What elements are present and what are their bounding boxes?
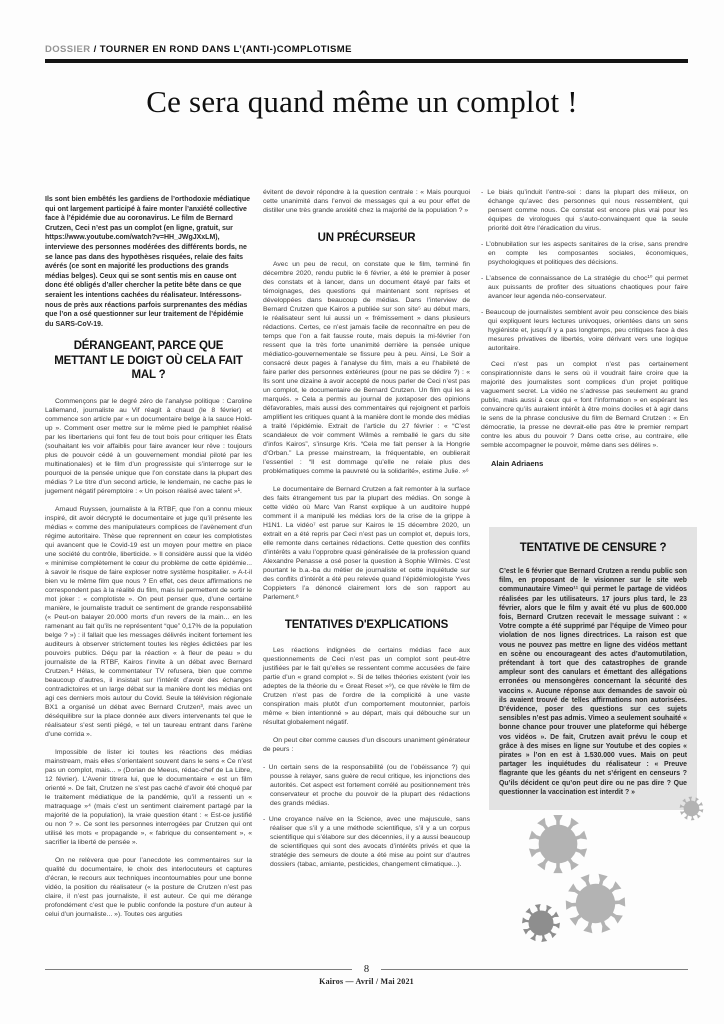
paragraph: Impossible de lister ici toutes les réactions des médias mainstream, mais elles s’orientaient souvent dans le sens « Ce n’est pas un complot, mais... » (Dorian de Meeus, rédac-chef de La Libre, 12 février). L’Avenir titrera lui, que le documentaire « est un film orienté ». De fait, Crutzen ne s’est pas caché d’avoir été choqué par le traitement médiatique de la pandémie, qu’il a ressenti un « matraquage »⁴ (mais c’est un sentiment clairement partagé par la majorité de la population), la vraie question étant : « Est-ce justifié ou non ? ». Ce sont les personnes interrogées par Crutzen qui ont utilisé les mots « propagande », « fabrique du consentement », « sacrifier la liberté de pensée ». — [45, 748, 252, 846]
bullet-item: - L’obnubilation sur les aspects sanitaires de la crise, sans prendre en compte les composantes sociales, économiques, psychologiques et politiques des décisions. — [481, 241, 688, 266]
paragraph: évitent de devoir répondre à la question centrale : « Mais pourquoi cette unanimité dans l’envoi de messages qui a eu pour effet de distiller une très grande anxiété chez la majorité de la population ? » — [263, 189, 470, 214]
intro-paragraph: Ils sont bien embêtés les gardiens de l’orthodoxie médiatique qui ont largement participé à faire monter l’anxiété collective face à l’épidémie due au coronavirus. Le film de Bernard Crutzen, Ceci n’est pas un complot (en ligne, gratuit, sur https://www.youtube.com/watch?v=HH_JWgJXxLM), interviewe des personnes modérées des différents bords, ne se lance pas dans des hypothèses risquées, relaie des faits avérés (ce sont en majorité les productions des grands médias belges). Ceux qui se sont sentis mis en cause ont donc été obligés d’aller chercher la petite bête dans ce que seraient les intentions cachées du réalisateur. Intéressons-nous de près aux réactions parfois surprenantes des médias que l’on a osé questionner sur leur traitement de l’épidémie du SARS-CoV-19. — [45, 196, 250, 328]
section-heading: UN PRÉCURSEUR — [317, 232, 416, 244]
paragraph: Avec un peu de recul, on constate que le film, terminé fin décembre 2020, rendu public le 6 février, a été le premier à poser des constats et à lancer, dans un document étayé par faits et témoignages, des questions qui maintenant sont reprises et développées dans beaucoup de médias. Dans l’interview de Bernard Crutzen que Kairos a publiée sur son site⁵ au début mars, le réalisateur sent lui aussi un « frémissement » dans plusieurs rédactions. Certes, ce n’est jamais facile de reconnaître en peu de temps que l’on a fait fausse route, mais depuis la mi-février l’on ressent que la très forte unanimité derrière la pensée unique médiatico-gouvernementale se fissure peu à peu. Ainsi, Le Soir a consacré deux pages à l’analyse du film, mais a eu l’habileté de faire parler des personnes extérieures (pour ne pas se dédire ?) : « Ils sont une dizaine à avoir accepté de nous parler de Ceci n’est pas un complot, le documentaire de Bernard Crutzen. Un film qui les a marqués. » Cela a permis au journal de juxtaposer des opinions défavorables, mais aussi des commentaires qui rejoignent et parfois amplifient les critiques quant à la manière dont le monde des médias a traité l’épidémie. Extrait de l’article du 27 février : « “C’est scandaleux de voir comment Wilmès a remballé le gars du site d’infos Kairos”, s’insurge Kris. “Cela me fait penser à la Hongrie d’Orban.” La presse mainstream, la fréquentable, en oublierait l’essentiel : “Il est dommage qu’elle ne relaie plus des problématiques comme la pauvreté ou la solidarité», estime Julie. »⁶ — [263, 260, 470, 475]
footer-rule-right — [381, 969, 688, 970]
journal-name: Kairos — Avril / Mai 2021 — [319, 977, 414, 986]
column-2 — [263, 188, 470, 928]
bullet-item: - L’absence de connaissance de La stratégie du choc¹⁰ qui permet aux puissants de profiter des situations chaotiques pour faire avancer leur agenda néo-conservateur. — [481, 275, 688, 300]
bullet-item: - Le biais qu’induit l’entre-soi : dans la plupart des milieux, on échange qu’avec des personnes qui nous ressemblent, qui pensent comme nous. Ce constat est encore plus vrai pour les équipes de virologues qui s’auto-convainquent que la seule priorité doit être l’éradication du virus. — [481, 189, 688, 232]
bullet-item: - Une croyance naïve en la Science, avec une majuscule, sans réaliser que s’il y a une méthode scientifique, s’il y a un corpus scientifique qui s’élabore sur des décennies, il y a aussi beaucoup de scientifiques qui sont des avocats d’intérêts privés et que la stratégie des semeurs de doute a été mise au point sur d’autres dossiers (tabac, amiante, pesticides, changement climatique...). — [263, 816, 470, 868]
bullet-item: - Beaucoup de journalistes semblent avoir peu conscience des biais qui expliquent leurs lectures univoques, orientées dans un sens hygiéniste et, jusqu’il y a pas longtemps, peu critiques face à des mesures privatives de libertés, voire dérivant vers une logique autoritaire. — [481, 309, 688, 352]
header-rule — [45, 59, 688, 63]
sidebar-box — [489, 527, 697, 810]
bullet-item: - Un certain sens de la responsabilité (ou de l’obéissance ?) qui pousse à relayer, sans guère de recul critique, les injonctions des autorités. Cet aspect est fortement corrélé au positionnement très conservateur et proche du pouvoir de la plupart des rédactions des grands médias. — [263, 764, 470, 807]
paragraph: Les réactions indignées de certains médias face aux questionnements de Ceci n’est pas un complot sont peut-être justifiées par le fait qu’elles se ressentent comme accusées de faire partie d’un « grand complot ». Si de telles théories existent (voir les adeptes de la théorie du « Great Reset »⁹), ce que révèle le film de Crutzen n’est pas de l’ordre de la complicité à une vaste conspiration mais plutôt d’un comportement moutonnier, parfois même « bien intentionné » au départ, mais qui débouche sur un résultat globalement négatif. — [263, 647, 470, 726]
kicker-label: DOSSIER — [45, 44, 91, 55]
section-heading: DÉRANGEANT, PARCE QUE METTANT LE DOIGT OÙ CELA FAIT MAL ? — [54, 340, 243, 382]
coronavirus-icon — [518, 900, 564, 946]
article-title: Ce sera quand même un complot ! — [146, 84, 578, 119]
kicker-title: TOURNER EN ROND DANS L’(ANTI-)COMPLOTISME — [99, 44, 352, 55]
kicker-separator: / — [90, 44, 100, 55]
section-heading: TENTATIVES D'EXPLICATIONS — [284, 618, 449, 631]
page-footer — [45, 964, 688, 986]
paragraph: Arnaud Ruyssen, journaliste à la RTBF, que l’on a connu mieux inspiré, dit avoir décrypté le documentaire et juge qu’il présente les médias « comme des manipulateurs complices de l’avènement d’un régime autoritaire. Thèse que reprennent en cœur les complotistes qui avancent que le Covid-19 est un moyen pour mettre en place une société du contrôle, liberticide. » Il considère aussi que la vidéo « minimise complètement le cœur du problème de cette épidémie... à savoir le risque de faire exploser notre système hospitalier. » A-t-il bien vu le même film que nous ? En effet, ces deux affirmations ne correspondent pas à la réalité du film, mais lui permettent de sortir le mot joker : « complotiste ». On peut penser que, d’une certaine manière, le journaliste traduit ce sentiment de grande responsabilité (« Peut-on balayer 20.000 morts d’un revers de la main... en les ramenant au fait qu’ils ne représentent “que” 0,17% de la population belge ? ») : il fallait que les messages délivrés incitent fortement les auditeurs à observer strictement toutes les règles édictées par les pouvoirs publics. Déçu par la réaction « à fleur de peau » du journaliste de la RTBF, Kairos l’invite à un débat avec Bernard Crutzen.² Hélas, le commentateur TV refusera, bien que comme beaucoup d’autres, il insistait sur l’intérêt d’avoir des échanges contradictoires et un large débat sur la manière dont les médias ont agi ces derniers mois autour du Covid. Seule la télévision régionale BX1 a organisé un débat avec Bernard Crutzen³, mais avec un déséquilibre sur la place donnée aux divers intervenants tel que le réalisateur s’est senti piégé, « tel un taureau entrant dans l’arène d’une corrida ». — [45, 505, 252, 738]
footer-rule-left — [45, 969, 352, 970]
paragraph: Commençons par le degré zéro de l’analyse politique : Caroline Lallemand, journaliste au Vif réagit à chaud (le 8 février) et commence son article par « un documentaire belge à la sauce Hold-up ». Comment oser mettre sur le même pied le pamphlet réalisé par les libertariens qui font feu de tout bois pour critiquer les États (souhaitant les voir affaiblis pour faire avancer leur rêve : toujours plus de pouvoir cédé à un gouvernement mondial piloté par les multinationales) et le film d’un progressiste qui s’interroge sur le pourquoi de la pensée unique que l’on constate dans la plupart des médias ? Le titre d’un second article, le lendemain, ne cache pas le jugement négatif péremptoire : « Un poison réalisé avec talent »¹. — [45, 397, 252, 495]
sidebar-box-text: C’est le 6 février que Bernard Crutzen a rendu public son film, en proposant de le visionner sur le site web communautaire Vimeo¹¹ qui permet le partage de vidéos réalisées par les utilisateurs. 17 jours plus tard, le 23 février, alors que le film y avait été vu plus de 600.000 fois, Bernard Crutzen recevait le message suivant : « Votre compte a été supprimé par l’équipe de Vimeo pour violation de nos lignes directrices. La raison est que vous ne pouvez pas mettre en ligne des vidéos mettant en scène ou encourageant des actes d’automutilation, prétendant à tort que des catastrophes de grande ampleur sont des canulars et émettant des allégations erronées ou mensongères concernant la sécurité des vaccins ». Aucune réponse aux demandes de savoir où ils avaient trouvé de telles affirmations non autorisées. D’évidence, poser des questions sur ces sujets sensibles n’est pas admis. Vimeo a seulement souhaité « bonne chance pour trouver une plateforme qui héberge vos vidéos ». De fait, Crutzen avait prévu le coup et grâce à des mises en ligne sur Youtube et des copies « pirates » l’on en est à 1.530.000 vues. Mais on peut partager les inquiétudes du réalisateur : « Preuve flagrante que les géants du net s’érigent en censeurs ? Qu’ils décident ce qu’on peut dire ou ne pas dire ? Que questionner la vaccination est interdit ? » — [499, 568, 687, 796]
paragraph: On peut citer comme causes d’un discours unaniment générateur de peurs : — [263, 737, 470, 753]
paragraph: Ceci n’est pas un complot n’est pas certainement conspirationniste dans le sens où il voudrait faire croire que la majorité des journalistes sont complices d’un projet politique vaguement secret. La vidéo ne s’adresse pas seulement au grand public, mais aussi à ceux qui « font l’information » en espérant les convaincre qu’ils auraient intérêt à être moins dociles et à agir dans le sens de la phrase conclusive du film de Bernard Crutzen : « En démocratie, la presse ne devrait-elle pas être le premier rempart contre les abus du pouvoir ? Dans cette crise, au contraire, elle semble accompagner le pouvoir, même dans ses délires ». — [481, 361, 688, 449]
author-byline: Alain Adriaens — [491, 459, 544, 468]
paragraph: On ne relèvera que pour l’anecdote les commentaires sur la qualité du documentaire, le choix des interlocuteurs et captures d’écran, le recours aux techniques incontournables pour une bonne vidéo, la position du réalisateur (« la posture de Crutzen n’est pas claire, il n’est pas journaliste, il est auteur. Ce qui me dérange profondément c’est que le public confonde la posture d’un auteur à celui d’un journaliste... »). Toutes ces arguties — [45, 856, 252, 918]
sidebar-box-heading: TENTATIVE DE CENSURE ? — [519, 542, 667, 554]
paragraph: Le documentaire de Bernard Crutzen a fait remonter à la surface des faits étrangement tus par la plupart des médias. On songe à cette vidéo où Marc Van Ranst explique à un auditoire huppé comment il a manipulé les médias lors de la crise de la grippe à H1N1. La vidéo⁷ est parue sur Kairos le 15 décembre 2020, un extrait en a été repris par Ceci n’est pas un complot et, depuis lors, elle remonte dans certaines rédactions. Cette question des conflits d’intérêts a valu l’opprobre quasi généralisée de la profession quand Alexandre Penasse a osé poser la question à Sophie Wilmès. C’est pourtant le b.a.-ba du métier de journaliste et cette inquiétude sur des conflits d’intérêt a été peu relevée quand l’épidémiologiste Yves Coppieters l’a dénoncé clairement lors de son rapport au Parlement.⁸ — [263, 485, 470, 601]
footer-rule — [45, 964, 688, 975]
page-number: 8 — [363, 964, 370, 975]
page-header — [45, 44, 688, 63]
column-1 — [45, 188, 252, 928]
kicker — [45, 44, 688, 55]
